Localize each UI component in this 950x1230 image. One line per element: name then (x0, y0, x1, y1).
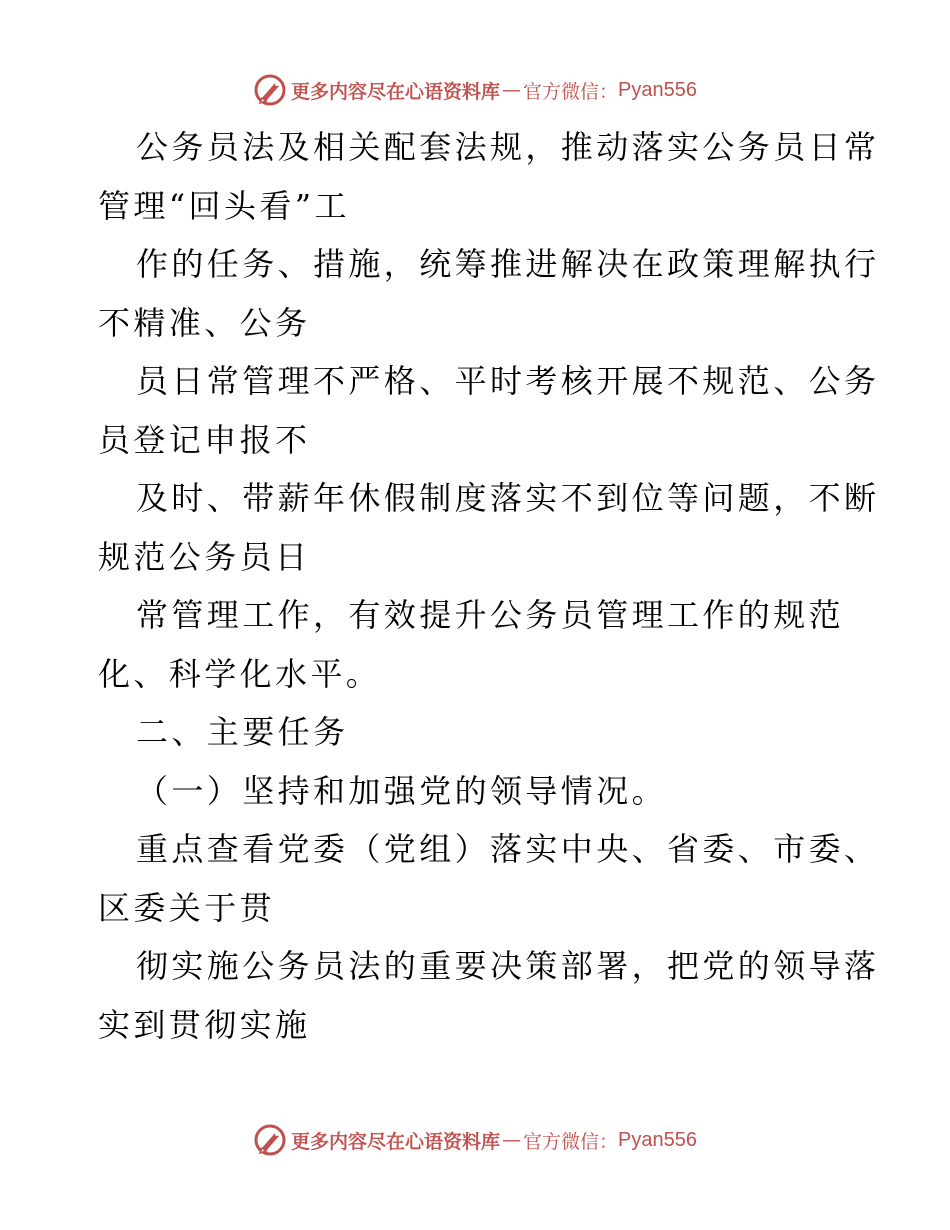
banner-separator: — (502, 1129, 522, 1151)
text-line: 作的任务、措施，统筹推进解决在政策理解执行 (136, 245, 880, 283)
text-line: 化、科学化水平。 (98, 654, 382, 693)
text-line: 重点查看党委（党组）落实中央、省委、市委、 (136, 830, 880, 868)
text-line: 彻实施公务员法的重要决策部署，把党的领导落 (136, 947, 880, 985)
banner-wechat-id: Pyan556 (618, 78, 697, 101)
text-line: 不精准、公务 (98, 303, 311, 342)
pen-logo-icon (253, 73, 287, 107)
text-line: 管理“回头看”工 (98, 186, 350, 225)
banner-wechat-label: 官方微信： (523, 1130, 619, 1153)
banner-title: 更多内容尽在心语资料库 (291, 1130, 501, 1153)
text-line: 员登记申报不 (98, 420, 311, 459)
text-line: 常管理工作，有效提升公务员管理工作的规范 (136, 596, 845, 634)
header-banner (0, 70, 950, 110)
text-line: 公务员法及相关配套法规，推动落实公务员日常 (136, 128, 880, 166)
text-line: 实到贯彻实施 (98, 1005, 311, 1044)
text-line: 员日常管理不严格、平时考核开展不规范、公务 (136, 362, 880, 400)
document-body (98, 118, 880, 1054)
footer-banner (0, 1120, 950, 1160)
banner-title: 更多内容尽在心语资料库 (291, 80, 501, 103)
banner-wechat-label: 官方微信： (523, 80, 619, 103)
pen-logo-icon (253, 1123, 287, 1157)
text-line: 及时、带薪年休假制度落实不到位等问题，不断 (136, 479, 880, 517)
subsection-heading: （一）坚持和加强党的领导情况。 (136, 771, 668, 810)
section-heading: 二、主要任务 (136, 713, 349, 751)
text-line: 规范公务员日 (98, 537, 311, 576)
banner-wechat-id: Pyan556 (618, 1128, 697, 1151)
banner-separator: — (502, 79, 522, 101)
text-line: 区委关于贯 (98, 888, 276, 927)
